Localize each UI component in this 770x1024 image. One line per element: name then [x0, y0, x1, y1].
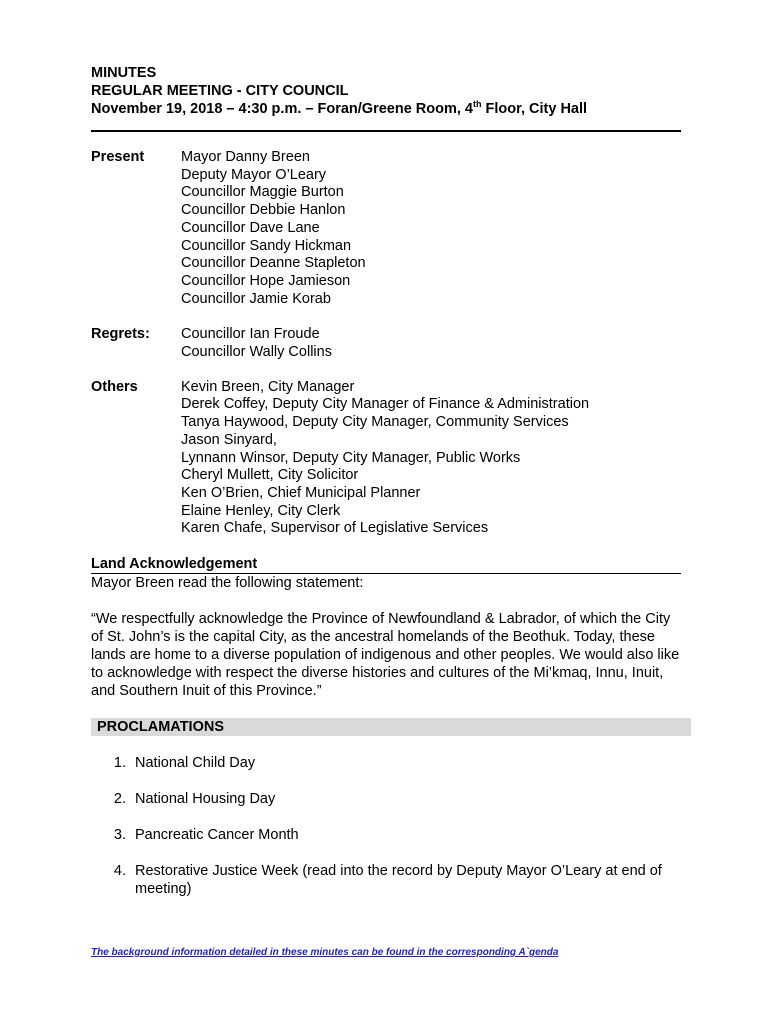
attendee: Councillor Dave Lane — [181, 219, 320, 236]
header-title: MINUTES — [91, 65, 157, 81]
header-divider — [91, 130, 681, 132]
staff-name: Tanya Haywood, Deputy City Manager, Community Services — [181, 414, 569, 431]
others-section — [91, 379, 681, 538]
list-item — [91, 754, 681, 772]
list-item-number: 2. — [113, 791, 126, 808]
list-item — [91, 862, 681, 898]
staff-name: Karen Chafe, Supervisor of Legislative Services — [181, 520, 489, 537]
list-item-number: 3. — [113, 827, 126, 844]
header-date-location: November 19, 2018 – 4:30 p.m. – Foran/Greene Room, 4th Floor, City Hall — [91, 99, 588, 117]
attendee: Councillor Debbie Hanlon — [181, 202, 346, 219]
list-item-text: Restorative Justice Week (read into the record by Deputy Mayor O’Leary at end of meeting) — [135, 863, 662, 898]
list-item-number: 1. — [113, 755, 126, 772]
attendee: Mayor Danny Breen — [181, 149, 310, 165]
staff-name: Derek Coffey, Deputy City Manager of Finance & Administration — [181, 396, 590, 413]
list-item-number: 4. — [113, 863, 126, 880]
attendee: Councillor Jamie Korab — [181, 290, 331, 307]
attendee: Deputy Mayor O’Leary — [181, 166, 327, 183]
staff-name: Ken O’Brien, Chief Municipal Planner — [181, 484, 421, 501]
proclamations-heading: PROCLAMATIONS — [91, 718, 691, 736]
list-item — [91, 826, 681, 844]
attendee: Councillor Sandy Hickman — [181, 237, 352, 254]
staff-name: Jason Sinyard, — [181, 431, 277, 448]
list-item-text: Pancreatic Cancer Month — [135, 827, 299, 844]
land-acknowledgement-title: Land Acknowledgement — [91, 556, 681, 574]
list-item — [91, 790, 681, 808]
header-meeting-type: REGULAR MEETING - CITY COUNCIL — [91, 83, 349, 99]
staff-name: Elaine Henley, City Clerk — [181, 502, 341, 519]
staff-name: Cheryl Mullett, City Solicitor — [181, 467, 359, 484]
staff-name: Kevin Breen, City Manager — [181, 378, 355, 395]
present-list — [181, 149, 681, 308]
attendee: Councillor Maggie Burton — [181, 184, 344, 201]
present-label: Present — [91, 149, 145, 165]
list-item-text: National Child Day — [135, 755, 256, 772]
document-header — [91, 64, 681, 118]
list-item-text: National Housing Day — [135, 791, 276, 808]
staff-name: Lynnann Winsor, Deputy City Manager, Public Works — [181, 449, 521, 466]
minutes-page — [91, 64, 681, 898]
attendee: Councillor Deanne Stapleton — [181, 255, 366, 272]
proclamations-list — [91, 754, 681, 898]
land-acknowledgement-statement: “We respectfully acknowledge the Province of Newfoundland & Labrador, of which the City of St. John’s is the capital City, as the ancestral homelands of the Beothuk. Today, these lands are home to a diverse population of indigenous and other peoples. We would also like to acknowledge with respect the diverse histories and cultures of the Mi’kmaq, Innu, Inuit, and Southern Inuit of this Province.” — [91, 611, 680, 700]
regrets-list — [181, 326, 681, 361]
attendee: Councillor Hope Jamieson — [181, 272, 351, 289]
regrets-section — [91, 326, 681, 361]
land-acknowledgement-intro: Mayor Breen read the following statement: — [91, 575, 364, 592]
present-section — [91, 149, 681, 308]
regrets-label: Regrets: — [91, 326, 150, 343]
land-acknowledgement-section — [91, 556, 681, 700]
footer-note-link[interactable]: The background information detailed in these minutes can be found in the corresponding A`genda — [91, 947, 559, 958]
others-list — [181, 379, 681, 538]
others-label: Others — [91, 378, 138, 395]
regret-name: Councillor Ian Froude — [181, 326, 320, 343]
regret-name: Councillor Wally Collins — [181, 344, 332, 361]
